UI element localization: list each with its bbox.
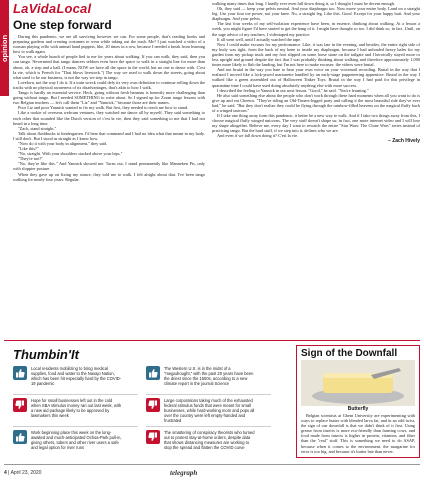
thumbin-text: Local residents mobilizing to bring medical supplies, food and water to the Navajo Nation, which has been hit especially hard by the COVID-19 pandemic (31, 366, 122, 386)
section-name: LaVidaLocal (13, 1, 92, 16)
story-paragraph: "They're not?" (18, 156, 43, 162)
story-paragraph: Like a rookie of overseas webcam ventures, they watched me dance all by myself. They said something to each other that sounded like the Dutch version of c'est la vie, then they said something to me that I had not heard in a long time. (13, 110, 205, 126)
thumbs-up-icon (13, 430, 27, 444)
sign-of-downfall-box (296, 345, 420, 458)
story-paragraph: When they gave up on fixing my stance, they told me to walk. I felt alright about that. I've been tango walking for nearly four years. Regular (13, 171, 205, 182)
thumbs-down-item (146, 430, 255, 450)
story-byline: – Zach Hively (388, 137, 420, 144)
section-tab (0, 0, 9, 96)
story-paragraph: Lovelorn, not the way I do it. If a train wreck could defy its very own definition to continue rolling down the tracks with no physical awareness of its disadvantages, that's akin to how I walk. (13, 79, 205, 90)
story-paragraph: "No, they're like this." And Yannick showed me. Turns out, I stand permanently like Manneken Pis, only with sloppier posture. (13, 161, 205, 172)
story-paragraph: I described the feeling to Yannick in our next lesson. "Good," he said. "You're learning." (217, 87, 369, 93)
thumbin-title: Thumbin'It (13, 347, 79, 362)
story-paragraph: "Like this?" (18, 146, 39, 152)
story-paragraph: Talk about flashbacks to kindergarten. I'd hear that command and I had no idea what that meant in my body. I still don't. But I stood as straight as I knew how. (13, 130, 205, 141)
thumbin-divider (146, 394, 271, 395)
thumbs-up-icon (146, 366, 160, 380)
story-paragraph: Oh, they said — keep your pelvis neutral. And your diaphragm too. Now move your entire body. Land on a straight leg. Use your four toe power, not your knee. No, a straight leg. Like this. Good. Except for your happy butt. And your diaphragm. And your pelvis. (212, 6, 420, 22)
thumbs-up-item (13, 430, 122, 450)
story-paragraph: Now I could make excuses for my performance. Like, it was late in the evening, and besides, the entire right side of my body was tight, from the back of my knee to inside my diaphragm, because I had unloaded heavy bales for my garden from my pickup truck and my foot slipped on some loose stone on the tailgate and I heroically stayed more or less upright and ground despite the fact that I was probably thinking about walking and therefore approximately 1,000 times more likely to flub the landing, but I'm not here to make excuses: the videos were brutal. (212, 41, 420, 68)
thumbin-text: Hope for small businesses left out in the cold when SBA stimulus money ran out last week, with a new aid package likely to be approved by lawmakers this week (31, 398, 122, 418)
section-divider (4, 340, 420, 341)
thumbs-down-icon (146, 398, 160, 412)
thumbs-down-icon (146, 430, 160, 444)
story-paragraph: If I take one thing away from this pandemic, it better be a new way to walk. And if I take two things away from this, I choose magical fluffy winged unicorns. The very stuff doesn't shape us; in fact, one more internet video and I will lose my shape altogether. Believe me, every day I want to rewatch the entire "Star Wars: The Clone Wars" series instead of practicing tango. But the hard stuff, if we step into it, defines who we are. (212, 113, 420, 134)
story-column-left (13, 34, 205, 182)
thumbin-text: The smattering of conspiracy theorists who turned out to protest stay-at-home orders, despite data that shows distancing measures are working to stop the spread and flatten the COVID curve (164, 430, 255, 450)
sign-subtitle: Butterfly (347, 406, 369, 412)
story-paragraph: "No, straight. With your shoulders stacked above your hips." (18, 151, 123, 157)
thumbs-down-item (146, 398, 255, 423)
story-paragraph: He also said something else about the people who don't work through these hard moments when all you want to do is give up and eat Cheetos. "They're riding an Old-Timers-legged pony and calling it the most beautiful ride they've ever had," he said. "But they don't realize they could be flying through the rainbow-filled heavens on the magical fluffy back of a winged unicorn." (212, 92, 420, 113)
story-paragraph: "Now do it with your body in alignment," they said. (18, 140, 108, 146)
thumbs-up-item (13, 366, 122, 386)
footer-rule (4, 464, 420, 465)
page-folio: 4 | April 23, 2020 (4, 470, 42, 476)
thumbs-up-item (146, 366, 255, 386)
story-column-right (212, 1, 420, 144)
thumbin-text: Work beginning place this week on the long-awaited and much-anticipated Ochoa-Park pull-in, giving others, tubers and other river users a safe and legal option for river runs (31, 430, 122, 450)
thumbs-down-icon (13, 398, 27, 412)
sign-paragraph: Belgian scientists at Ghent University are experimenting with ways to replace butter with blended larva fat, and in an odd twist, the sign of our downfall is that we didn't think of it first. Using grease from insects is more eco-friendly than farming cows, and food made from insects is higher in protein, vitamins, and fiber than the "real" stuff. This is something we need to do ASAP, because when it comes to the environment, the margarine for error is too big, and because it's butter late than never. (301, 413, 415, 454)
story-paragraph: During this pandemic, we are all surviving however we can. For some people, that's reading books and preparing gardens and creating costumes to wear while taking out the trash. Me? I just watched a video of a woman playing cello with animal hand puppets, like, 20 times in a row, because I needed a break from learning how to walk again. (13, 34, 205, 55)
story-paragraph: walking many times that long. I hardly ever even fall down doing it, so I thought I must be decent enough. (212, 1, 395, 6)
thumbs-down-item (13, 398, 122, 418)
page-footer (0, 466, 424, 480)
thumbin-text: The Western U.S. is in the midst of a "megadrought," with the past 20 years have been the driest since the 1500s, according to a new climate report in the journal Science (164, 366, 254, 386)
story-paragraph: The last four weeks of my self-isolation experience have been, in essence, thinking about walking. At a lesson a week, you might figure I'd have started to get the hang of it. I might have thought so too. I did think so, in fact. Until, on the sage advice of my teachers, I videotaped my practice. (212, 21, 420, 37)
story-paragraph: You see, a whole bunch of people lied to me for years about walking. If you can walk, they said, then you can tango. Nevermind that tango dancers seldom even have the space to walk in a straight line for more than about, oh, a step and a half. (I mean, NOW we have all the space in the world, but no one to dance with. C'est la vie, which is French for "That blows livestock.") The way we used to walk down the streets, going about what used to be our business, is not the way we step in tango. (13, 54, 205, 80)
thumbin-text: Large corporations taking much of the exhausted federal stimulus funds that were meant for small businesses, while hard-working mom and pops all over the country were left empty-handed and frustrated (164, 398, 255, 423)
story-paragraph: And even if we fall down doing it? C'est la vie. (217, 133, 299, 139)
story-title: One step forward (13, 18, 112, 32)
story-paragraph: "Zach, stand straight." (18, 125, 57, 131)
section-tab-label: opinion (0, 34, 10, 62)
thumbin-divider (13, 426, 138, 427)
thumbin-divider (13, 394, 138, 395)
butter-photo (301, 360, 415, 406)
page-number: 4 (4, 470, 7, 476)
sign-body (301, 413, 415, 454)
thumbs-up-icon (13, 366, 27, 380)
thumbin-divider (146, 426, 271, 427)
story-paragraph: Poor Liz and poor Yannick wanted to fix my walk. But first, they needed to teach me how to stand. (18, 105, 189, 111)
story-paragraph: It all went well, until I actually watched the tape. (217, 36, 302, 42)
story-paragraph: Tango is hardly an essential service. Heck, going without fresh bananas is honestly more challenging than going without tango. But I needed SOMETHING to write about. So I signed up for Zoom tango lessons with two Belgian teachers — let's call them "Liz" and "Yannick," because those are their names. (13, 90, 205, 106)
page-date: April 23, 2020 (10, 470, 42, 476)
story-paragraph: And not brutal in the way you hate to hear your own voice on your voicemail recording. Brutal in the way that I realized I moved like a lock-jawed marionette handled by an early-stage puppeteering apprentice. Brutal in the way I walked like a green assembled out of Halloween Tinker Toys. Brutal in the way I had paid for this privilege in quarantine time I could have used doing absolutely anything else with more success. (212, 67, 420, 88)
sign-title: Sign of the Downfall (301, 348, 398, 359)
footer-masthead: telegraph (170, 469, 198, 477)
